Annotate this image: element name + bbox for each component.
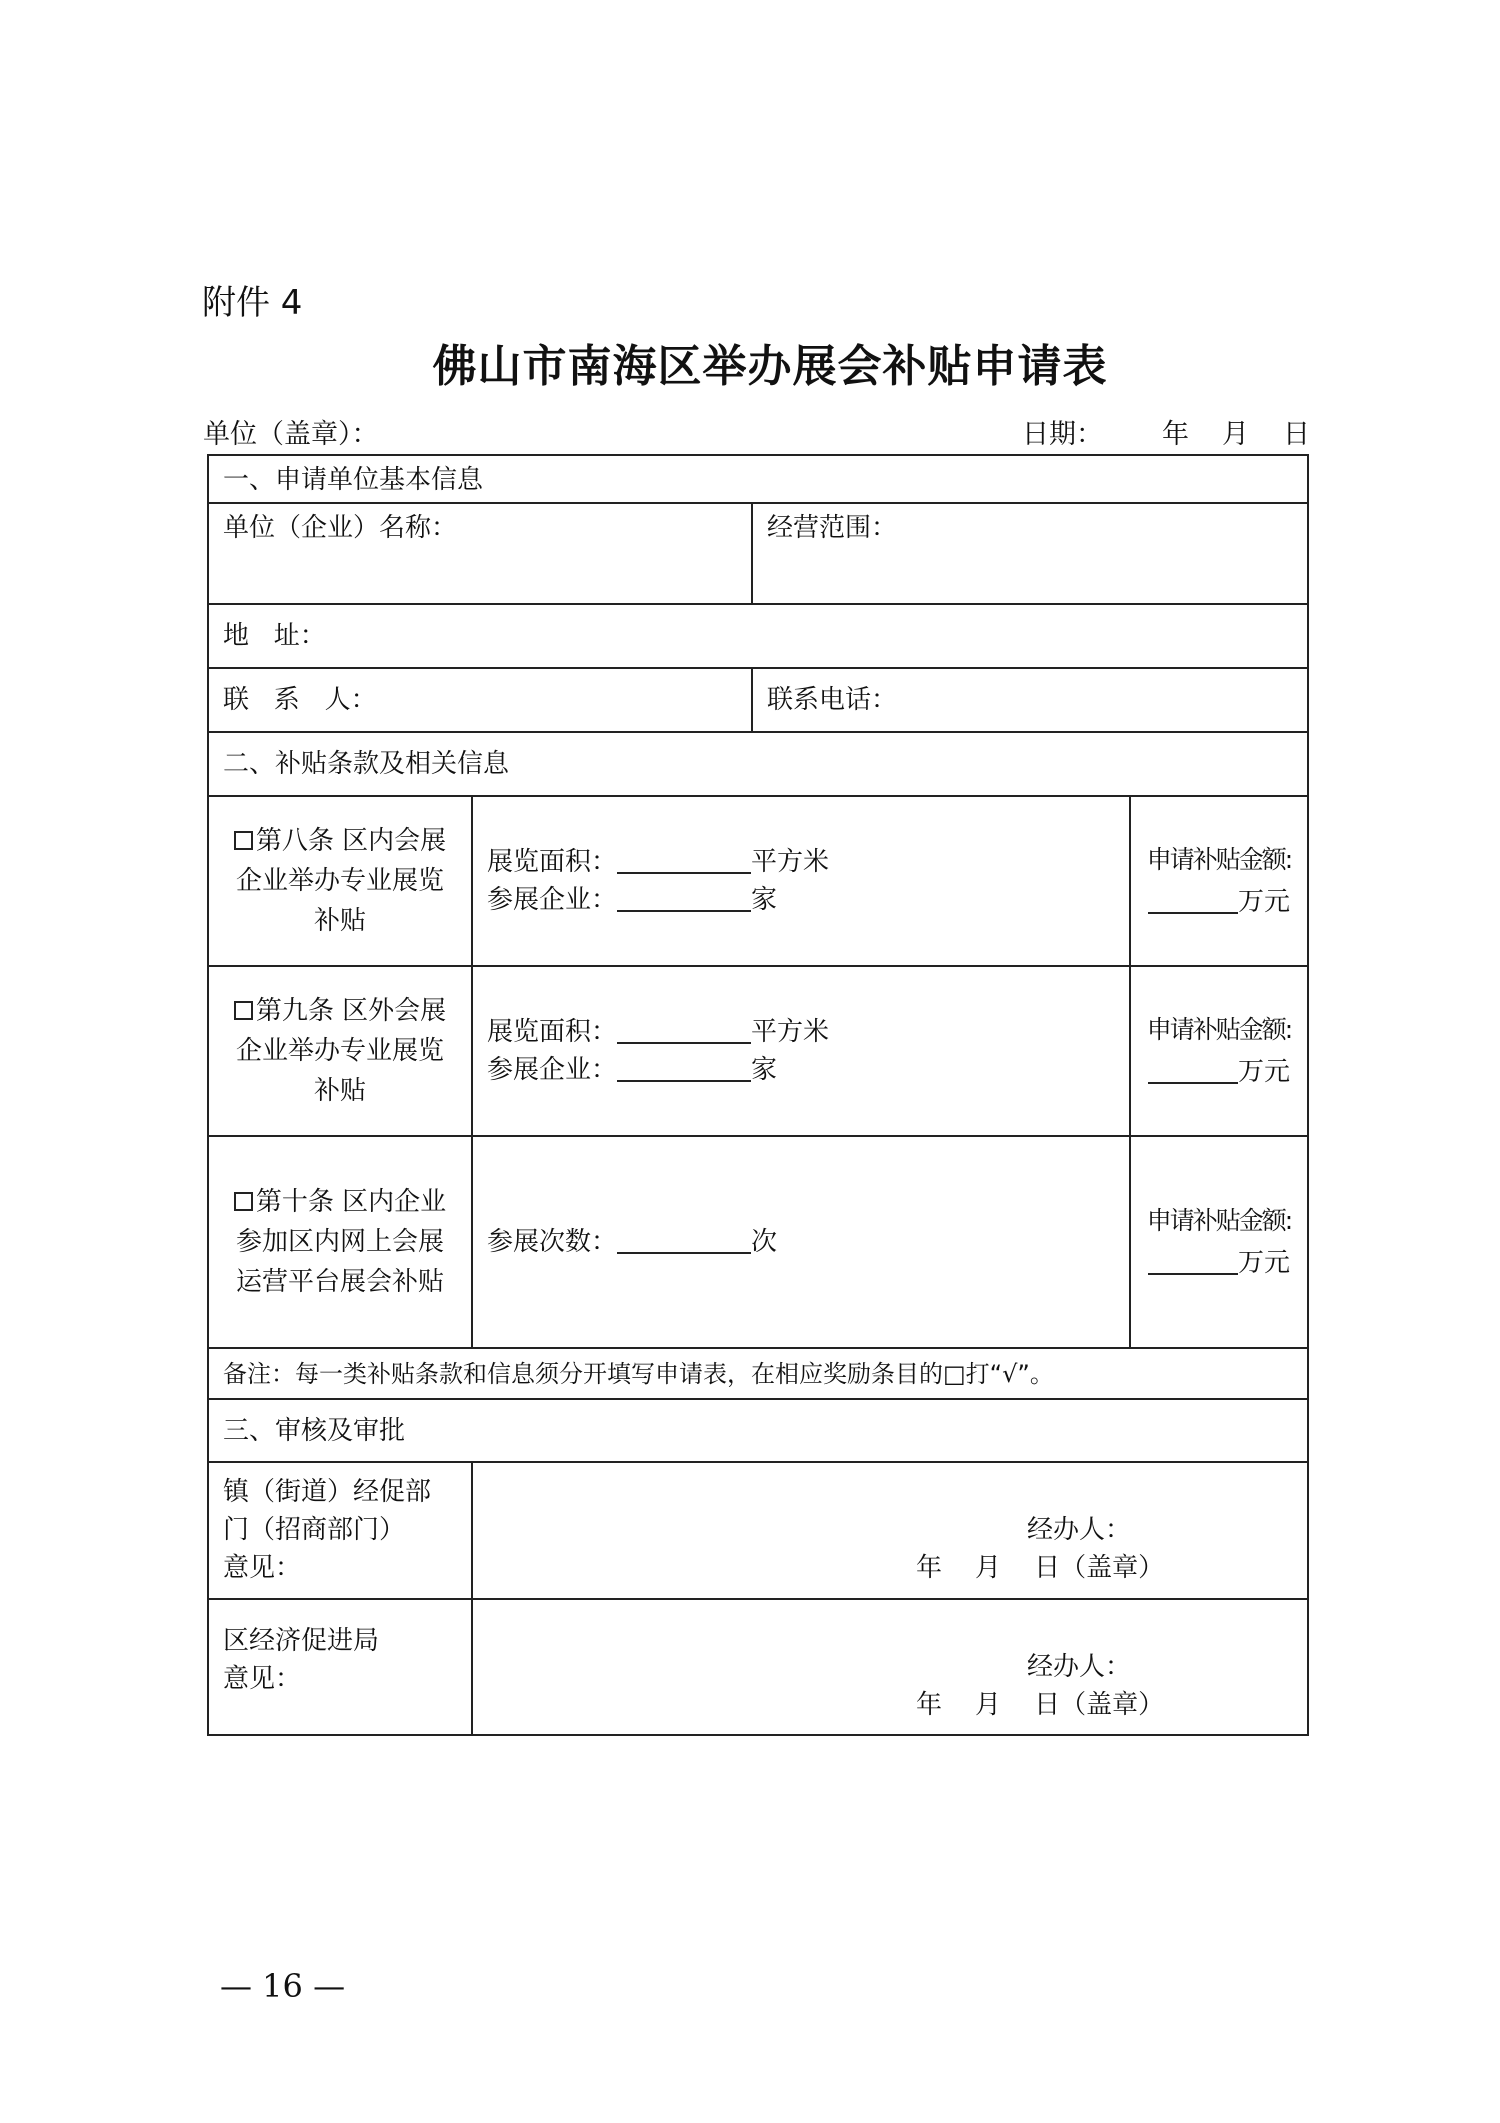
bureau-opinion-label-line: 意见：	[223, 1664, 302, 1694]
exhibitors-input[interactable]	[617, 886, 751, 912]
section2-heading: 二、补贴条款及相关信息	[208, 732, 1308, 796]
town-opinion-label-line: 意见：	[223, 1553, 302, 1583]
business-scope-field[interactable]	[752, 503, 1308, 604]
clause-9-cell	[208, 966, 472, 1136]
exhibitors-unit: 家	[751, 1055, 778, 1085]
clause-10-amount	[1130, 1136, 1308, 1348]
clause-8-text: 第八条 区内会展企业举办专业展览补贴	[235, 826, 447, 936]
page-number: — 16 —	[220, 1967, 346, 2005]
exhibitors-input[interactable]	[617, 1056, 751, 1082]
section1-heading: 一、申请单位基本信息	[208, 455, 1308, 503]
clause-9-text: 第九条 区外会展企业举办专业展览补贴	[235, 996, 447, 1106]
area-input[interactable]	[617, 1018, 751, 1044]
application-form	[207, 454, 1309, 1736]
bureau-opinion-field[interactable]	[472, 1599, 1308, 1735]
contact-phone-label: 联系电话：	[767, 685, 898, 715]
amount-input[interactable]	[1148, 888, 1238, 914]
amount-unit: 万元	[1238, 1248, 1291, 1278]
address-field[interactable]	[208, 604, 1308, 668]
amount-unit: 万元	[1238, 1057, 1291, 1087]
times-unit: 次	[751, 1227, 778, 1257]
attachment-label: 附件 4	[202, 283, 303, 323]
clause-10-checkbox[interactable]	[234, 1192, 253, 1211]
town-date-seal: 年 月 日（盖章）	[916, 1553, 1165, 1583]
clause-9-amount	[1130, 966, 1308, 1136]
area-label: 展览面积：	[487, 847, 618, 877]
contact-phone-field[interactable]	[752, 668, 1308, 732]
company-name-field[interactable]	[208, 503, 752, 604]
area-unit: 平方米	[751, 1017, 830, 1047]
clause-9-info	[472, 966, 1130, 1136]
bureau-opinion-label-line: 区经济促进局	[223, 1626, 380, 1656]
clause-8-amount	[1130, 796, 1308, 966]
town-opinion-label-line: 镇（街道）经促部	[223, 1477, 432, 1507]
business-scope-label: 经营范围：	[767, 513, 898, 543]
amount-input[interactable]	[1148, 1058, 1238, 1084]
times-input[interactable]	[617, 1228, 751, 1254]
clause-10-text: 第十条 区内企业参加区内网上会展运营平台展会补贴	[235, 1187, 447, 1297]
clause-8-info	[472, 796, 1130, 966]
clause-9-checkbox[interactable]	[234, 1001, 253, 1020]
contact-person-label: 联 系 人：	[223, 685, 377, 715]
exhibitors-label: 参展企业：	[487, 1055, 618, 1085]
contact-person-field[interactable]	[208, 668, 752, 732]
town-opinion-label-cell	[208, 1462, 472, 1599]
times-label: 参展次数：	[487, 1227, 618, 1257]
amount-label: 申请补贴金额:	[1146, 1206, 1292, 1235]
bureau-date-seal: 年 月 日（盖章）	[916, 1690, 1165, 1720]
date-label: 日期：	[1022, 419, 1103, 450]
clause-8-cell	[208, 796, 472, 966]
bureau-handler-label: 经办人：	[1027, 1652, 1132, 1682]
exhibitors-label: 参展企业：	[487, 885, 618, 915]
unit-seal-label: 单位（盖章）：	[203, 419, 379, 450]
area-label: 展览面积：	[487, 1017, 618, 1047]
amount-label: 申请补贴金额:	[1146, 1015, 1292, 1044]
town-opinion-field[interactable]	[472, 1462, 1308, 1599]
note-row: 备注：每一类补贴条款和信息须分开填写申请表，在相应奖励条目的□打“√”。	[208, 1348, 1308, 1399]
bureau-opinion-label-cell	[208, 1599, 472, 1735]
form-title: 佛山市南海区举办展会补贴申请表	[432, 341, 1108, 392]
exhibitors-unit: 家	[751, 885, 778, 915]
amount-label: 申请补贴金额:	[1146, 845, 1292, 874]
town-opinion-label-line: 门（招商部门）	[223, 1515, 406, 1545]
date-day: 日	[1283, 419, 1310, 450]
date-month: 月	[1222, 419, 1249, 450]
address-label: 地 址：	[223, 621, 326, 651]
amount-unit: 万元	[1238, 887, 1291, 917]
section3-heading: 三、审核及审批	[208, 1399, 1308, 1462]
clause-10-cell	[208, 1136, 472, 1348]
clause-10-info	[472, 1136, 1130, 1348]
amount-input[interactable]	[1148, 1249, 1238, 1275]
date-year: 年	[1162, 419, 1189, 450]
clause-8-checkbox[interactable]	[234, 831, 253, 850]
area-input[interactable]	[617, 848, 751, 874]
company-name-label: 单位（企业）名称：	[223, 513, 458, 543]
area-unit: 平方米	[751, 847, 830, 877]
town-handler-label: 经办人：	[1027, 1515, 1132, 1545]
